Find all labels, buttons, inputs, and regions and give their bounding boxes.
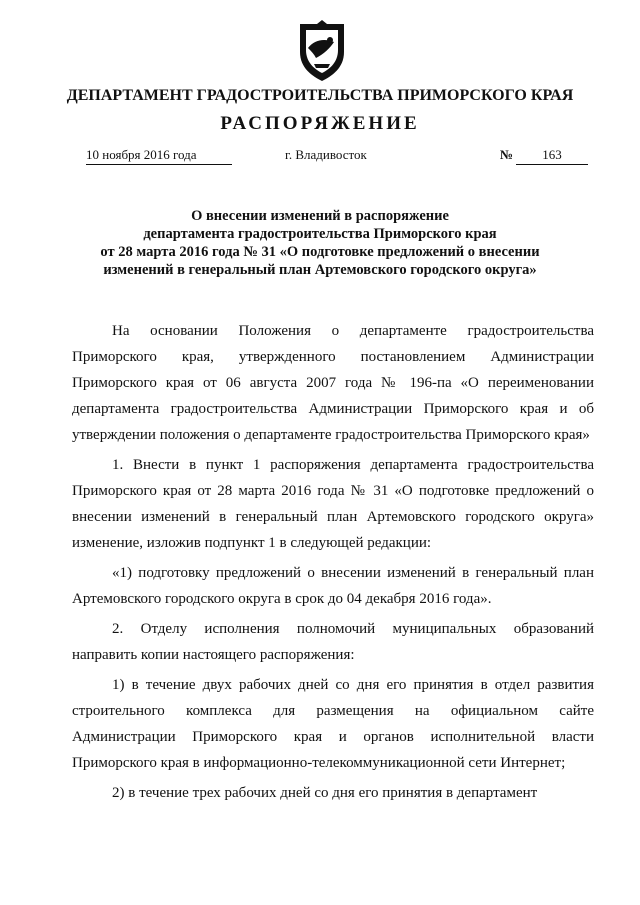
subject-line: от 28 марта 2016 года № 31 «О подготовке предложений о внесении bbox=[100, 244, 540, 260]
body-paragraph: 2. Отделу исполнения полномочий муниципальных образований направить копии настоящего распоряжения: bbox=[72, 621, 594, 663]
department-name: ДЕПАРТАМЕНТ ГРАДОСТРОИТЕЛЬСТВА ПРИМОРСКОГО КРАЯ bbox=[66, 87, 574, 104]
document-body bbox=[72, 318, 594, 806]
body-paragraph: «1) подготовку предложений о внесении изменений в генеральный план Артемовского городского округа в срок до 04 декабря 2016 года». bbox=[72, 565, 594, 607]
document-number: 163 bbox=[516, 147, 588, 165]
body-paragraph: На основании Положения о департаменте градостроительства Приморского края, утвержденного постановлением Администрации Приморского края от 06 августа 2007 года № 196-па «О переименовании департамента градостроительства Администрации Приморского края и об утверждении положения о департаменте градостроительства Приморского края» bbox=[72, 323, 594, 443]
document-type-title: РАСПОРЯЖЕНИЕ bbox=[220, 113, 420, 134]
subject-line: О внесении изменений в распоряжение bbox=[191, 208, 449, 224]
document-number-label: № bbox=[500, 147, 514, 162]
document-city: г. Владивосток bbox=[285, 147, 367, 162]
subject-line: департамента градостроительства Приморского края bbox=[143, 226, 497, 242]
body-paragraph: 1) в течение двух рабочих дней со дня его принятия в отдел развития строительного комплекса для размещения на официальном сайте Администрации Приморского края и органов исполнительной власти Приморского края в информационно-телекоммуникационной сети Интернет; bbox=[72, 677, 594, 771]
coat-of-arms-emblem bbox=[294, 18, 350, 84]
body-paragraph: 1. Внести в пункт 1 распоряжения департамента градостроительства Приморского края от 28 марта 2016 года № 31 «О подготовке предложений о внесении изменений в генеральный план Артемовского городского округа» изменение, изложив подпункт 1 в следующей редакции: bbox=[72, 457, 594, 551]
document-date: 10 ноября 2016 года bbox=[86, 147, 232, 165]
subject-line: изменений в генеральный план Артемовского городского округа» bbox=[103, 262, 537, 278]
document-subject bbox=[60, 207, 580, 279]
body-paragraph: 2) в течение трех рабочих дней со дня его принятия в департамент bbox=[112, 785, 538, 801]
